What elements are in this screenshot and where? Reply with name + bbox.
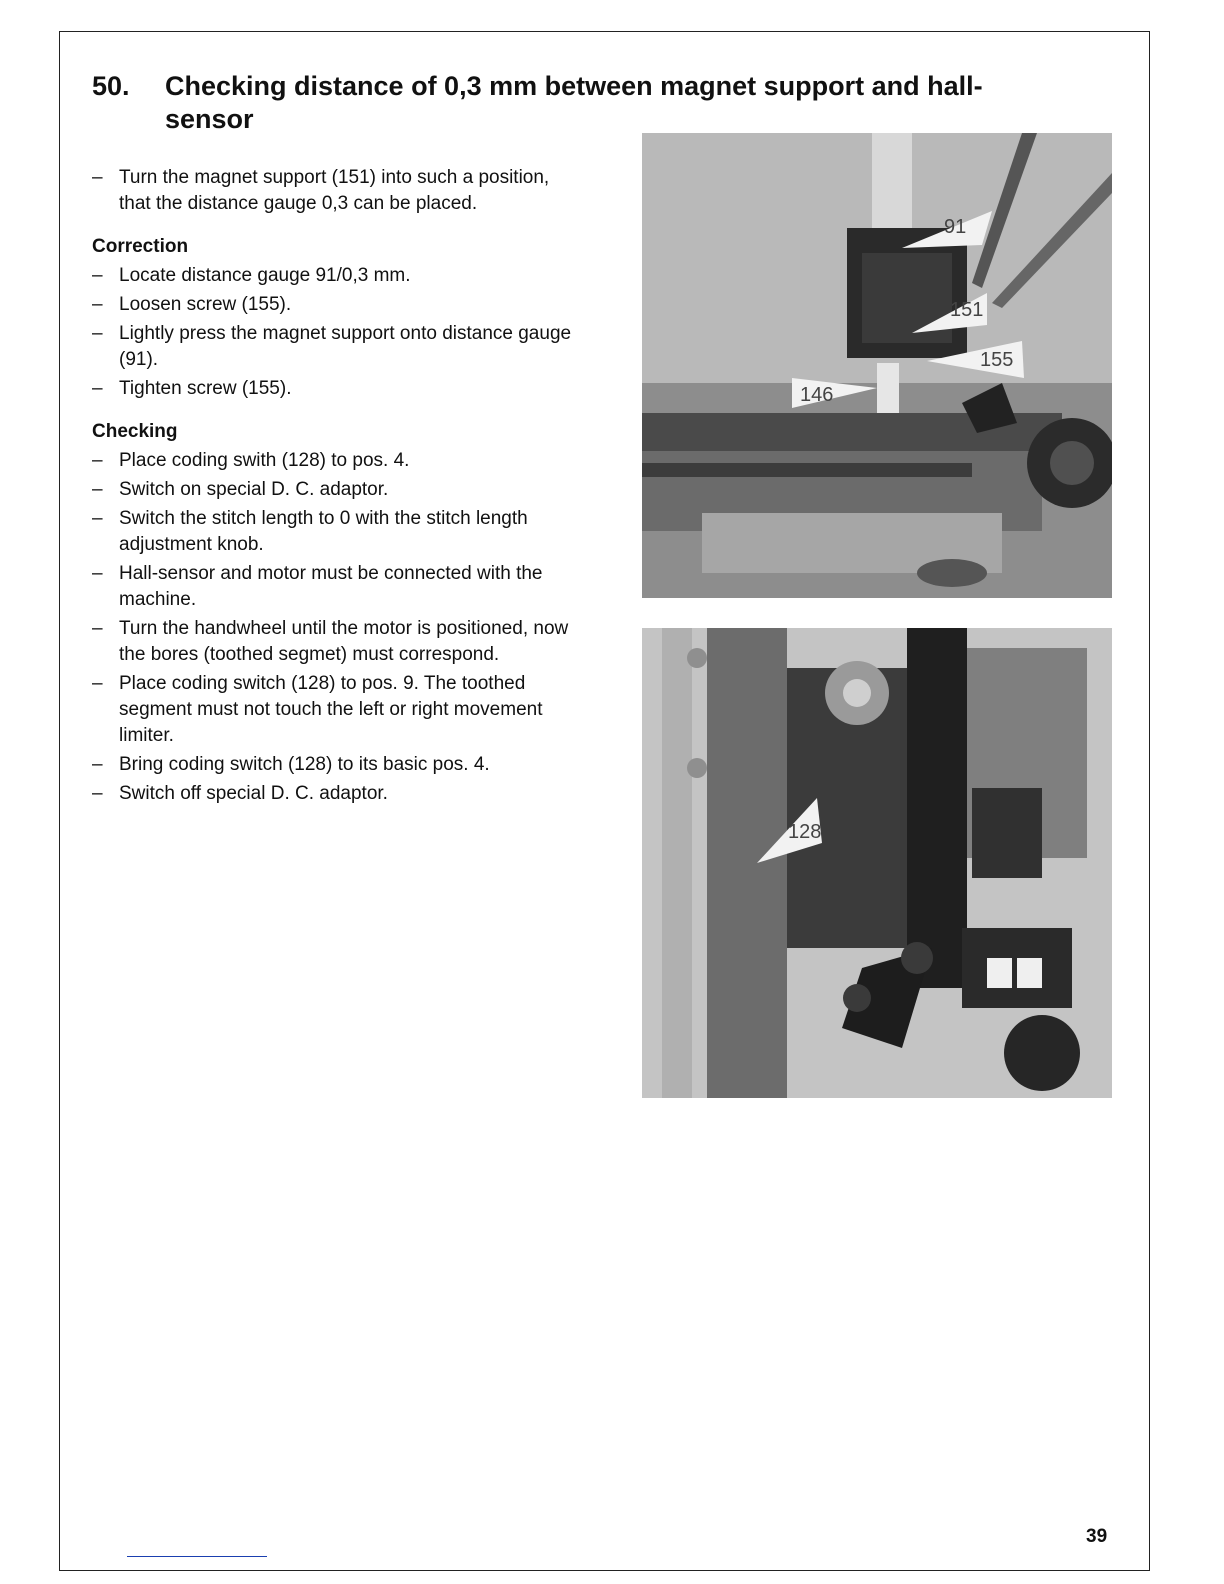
photo-magnet-support-drawing: [642, 133, 1112, 598]
callout-146: 146: [800, 384, 834, 406]
checking-title: Checking: [92, 421, 178, 442]
list-item: – Hall-sensor and motor must be connected with the machine.: [92, 563, 543, 610]
list-item: – Switch on special D. C. adaptor.: [92, 479, 389, 500]
list-item: – Place coding switch (128) to pos. 9. The toothed segment must not touch the left or right movement limiter.: [92, 673, 543, 746]
list-item: – Place coding swith (128) to pos. 4.: [92, 450, 410, 471]
section-title: Checking distance of 0,3 mm between magnet support and hall-sensor: [165, 71, 983, 134]
list-item: – Bring coding switch (128) to its basic pos. 4.: [92, 754, 490, 775]
list-item: – Switch the stitch length to 0 with the stitch length adjustment knob.: [92, 508, 528, 555]
callout-155: 155: [980, 349, 1014, 371]
callout-91: 91: [944, 216, 967, 238]
callout-128: 128: [788, 821, 822, 843]
photo-coding-switch: [642, 628, 1112, 1098]
bottom-rule: [127, 1556, 267, 1557]
callout-151: 151: [950, 299, 984, 321]
list-item: – Locate distance gauge 91/0,3 mm.: [92, 265, 411, 286]
list-item: – Turn the handwheel until the motor is positioned, now the bores (toothed segmet) must correspond.: [92, 618, 569, 665]
section-number: 50.: [92, 71, 130, 101]
photo-magnet-support: [642, 133, 1112, 598]
list-item: – Switch off special D. C. adaptor.: [92, 783, 388, 804]
list-item: – Lightly press the magnet support onto distance gauge (91).: [92, 323, 572, 370]
correction-title: Correction: [92, 236, 189, 257]
list-item: – Loosen screw (155).: [92, 294, 292, 315]
instructions-column: [92, 165, 582, 810]
photo-coding-switch-drawing: [642, 628, 1112, 1098]
page-number: 39: [1086, 1526, 1108, 1547]
list-item: – Turn the magnet support (151) into such a position, that the distance gauge 0,3 can be placed.: [92, 167, 550, 214]
list-item: – Tighten screw (155).: [92, 378, 292, 399]
